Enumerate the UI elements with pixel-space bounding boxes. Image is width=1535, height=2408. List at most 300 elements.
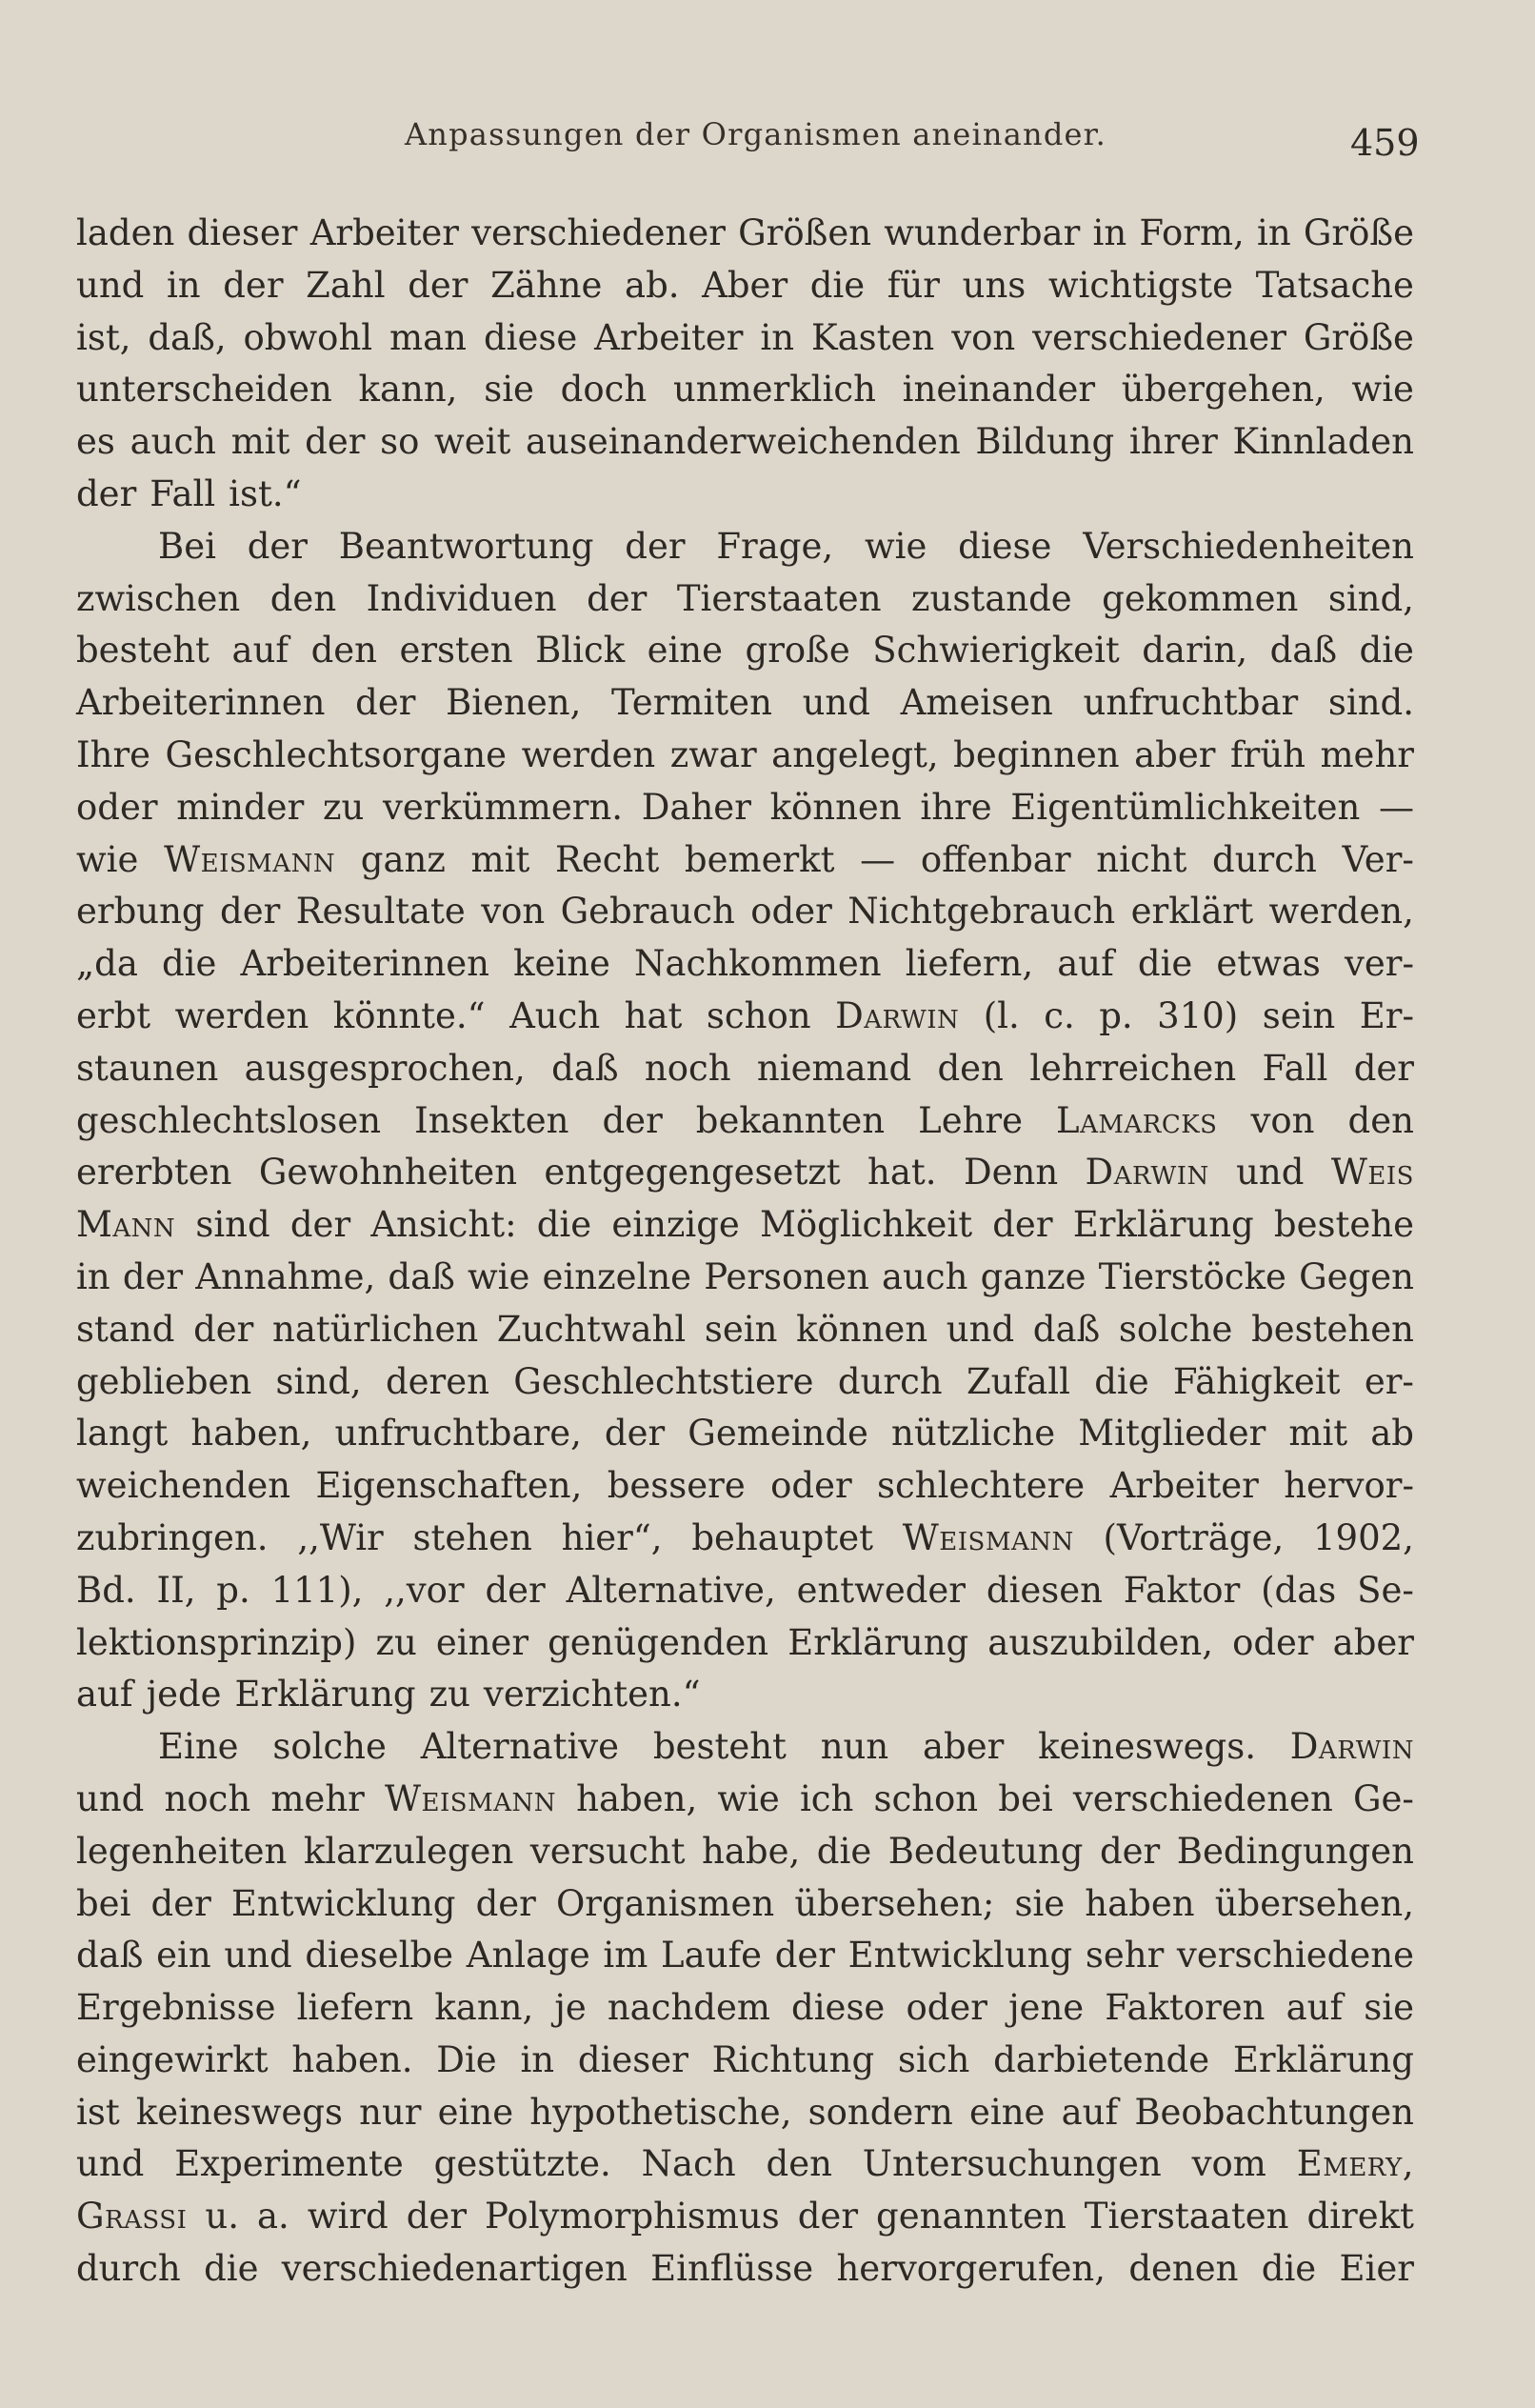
word: einer: [435, 1621, 529, 1663]
word: einzelne: [542, 1255, 692, 1297]
word: von: [481, 891, 546, 933]
word: gestützte.: [433, 2143, 611, 2185]
word: Insekten: [414, 1099, 569, 1141]
word: Organismen: [555, 1882, 775, 1924]
word: übersehen;: [794, 1882, 995, 1924]
word: übersehen,: [1214, 1882, 1414, 1924]
word: der: [1099, 1830, 1161, 1872]
word: jede: [146, 1674, 222, 1716]
word: Grassi: [76, 2196, 188, 2237]
word: Mann: [76, 1204, 176, 1246]
word: weit: [434, 421, 511, 463]
word: Er-: [1359, 994, 1414, 1036]
word: Größe: [1303, 212, 1414, 253]
text-line: [76, 1147, 1414, 1199]
word: den: [310, 630, 377, 672]
word: in: [76, 1255, 110, 1297]
word: Personen: [704, 1255, 869, 1297]
text-line: [76, 2035, 1414, 2087]
word: Gemeinde: [688, 1413, 868, 1455]
word: ganze: [980, 1255, 1086, 1297]
word: Annahme,: [195, 1255, 376, 1297]
word: daß: [1269, 630, 1338, 672]
word: Bildung: [975, 421, 1115, 463]
word: stand: [76, 1308, 175, 1350]
text-line: [76, 1930, 1414, 1982]
text-line: [76, 938, 1414, 991]
word: aber: [1332, 1621, 1414, 1663]
word: Ansicht:: [370, 1204, 517, 1246]
word: sehr: [1085, 1935, 1165, 1977]
word: ,,Wir: [297, 1516, 384, 1558]
word: oder: [750, 891, 832, 933]
word: der: [406, 2196, 468, 2237]
text-line: [76, 208, 1414, 260]
word: Auch: [509, 994, 601, 1036]
word: Frage,: [716, 525, 834, 567]
word: und: [802, 682, 870, 724]
word: niemand: [756, 1047, 912, 1089]
word: stehen: [412, 1516, 532, 1558]
word: staunen: [76, 1047, 219, 1089]
word: Eigentümlichkeiten: [1010, 786, 1361, 828]
word: im: [603, 1935, 648, 1977]
text-line: [76, 2191, 1414, 2243]
word: zustande: [911, 577, 1072, 619]
word: Lehre: [918, 1099, 1024, 1141]
word: p.: [1099, 994, 1133, 1036]
word: ab.: [625, 264, 680, 306]
word: haben,: [190, 1413, 312, 1455]
word: Verschiedenheiten: [1083, 525, 1414, 567]
word: 111),: [270, 1569, 364, 1611]
word: a.: [256, 2196, 289, 2237]
word: Recht: [555, 838, 660, 880]
word: der: [223, 264, 284, 306]
word: solche: [272, 1726, 387, 1768]
word: durch: [1212, 838, 1317, 880]
word: Resultate: [295, 891, 466, 933]
word: unterscheiden: [76, 369, 332, 411]
word: Individuen: [366, 577, 557, 619]
word: Darwin: [835, 994, 960, 1036]
word: der: [604, 1413, 666, 1455]
word: keineswegs.: [1038, 1726, 1256, 1768]
word: liefern: [296, 1987, 414, 2029]
word: angelegt,: [771, 733, 939, 775]
word: u.: [205, 2196, 239, 2237]
word: die: [1261, 2248, 1317, 2290]
word: zwar: [669, 733, 757, 775]
word: nachdem: [607, 1987, 770, 2029]
word: daß: [1032, 1308, 1101, 1350]
word: den: [1347, 1099, 1414, 1141]
word: versucht: [529, 1830, 686, 1872]
word: solche: [1118, 1308, 1233, 1350]
word: für: [887, 264, 940, 306]
word: —: [860, 838, 896, 880]
word: eine: [968, 2091, 1046, 2133]
word: der: [475, 1882, 536, 1924]
word: entgegengesetzt: [544, 1152, 841, 1194]
word: verschiedenen: [1072, 1777, 1333, 1819]
word: schlechtere: [877, 1465, 1086, 1507]
word: mit: [470, 838, 530, 880]
word: Zufall: [966, 1360, 1070, 1402]
word: oder: [770, 1465, 852, 1507]
text-line: [76, 1513, 1414, 1565]
text-line: [76, 416, 1414, 469]
word: können: [769, 786, 902, 828]
word: und: [76, 2143, 145, 2185]
text-line: [76, 1356, 1414, 1409]
text-line: [76, 886, 1414, 938]
word: legenheiten: [76, 1830, 288, 1872]
word: wird: [307, 2196, 389, 2237]
word: eingewirkt: [76, 2038, 269, 2080]
word: verschiedene: [1176, 1935, 1414, 1977]
word: aber: [922, 1726, 1005, 1768]
word: mehr: [1320, 733, 1414, 775]
word: Zuchtwahl: [496, 1308, 687, 1350]
word: Richtung: [711, 2038, 875, 2080]
word: diesen: [986, 1569, 1103, 1611]
word: große: [745, 630, 850, 672]
text-line: [76, 625, 1414, 677]
text-line: [76, 2138, 1414, 2191]
word: wunderbar: [884, 212, 1081, 253]
word: der: [150, 1882, 211, 1924]
word: auch: [130, 421, 217, 463]
text-line: [76, 1878, 1414, 1931]
word: natürlichen: [272, 1308, 479, 1350]
word: Experimente: [174, 2143, 404, 2185]
word: Arbeiterinnen: [240, 943, 489, 985]
word: Erklärung: [1232, 2038, 1414, 2080]
word: ein: [156, 1935, 211, 1977]
word: der: [122, 1255, 184, 1297]
word: bestehen: [1251, 1308, 1414, 1350]
word: ererbten: [76, 1152, 232, 1194]
word: schon: [873, 1777, 979, 1819]
word: Erklärung: [1072, 1204, 1254, 1246]
text-line: [76, 364, 1414, 416]
word: lehrreichen: [1029, 1047, 1237, 1089]
word: ist.“: [229, 472, 302, 514]
word: auseinanderweichenden: [526, 421, 961, 463]
word: Arbeiter: [309, 212, 459, 253]
word: man: [389, 316, 468, 358]
word: beginnen: [953, 733, 1120, 775]
word: sondern: [807, 2091, 953, 2133]
word: dieselbe: [305, 1935, 454, 1977]
word: wichtigste: [1047, 264, 1234, 306]
word: unmerklich: [672, 369, 876, 411]
word: in: [760, 316, 795, 358]
word: c.: [1044, 994, 1075, 1036]
word: werden: [521, 733, 656, 775]
word: Form,: [1139, 212, 1245, 253]
word: bessere: [607, 1465, 746, 1507]
word: minder: [176, 786, 305, 828]
word: bei: [76, 1882, 131, 1924]
word: auf: [1061, 2091, 1119, 2133]
word: Termiten: [611, 682, 772, 724]
text-line: [76, 1774, 1414, 1826]
word: verschiedener: [471, 212, 726, 253]
word: Denn: [963, 1152, 1059, 1194]
word: Gebrauch: [560, 891, 735, 933]
word: Tierstöcke: [1098, 1255, 1286, 1297]
word: darbietende: [993, 2038, 1210, 2080]
word: den: [766, 2143, 832, 2185]
word: haben,: [576, 1777, 698, 1819]
word: Anlage: [466, 1935, 590, 1977]
word: diese: [483, 316, 578, 358]
word: hervor-: [1284, 1465, 1414, 1507]
word: Fall: [150, 472, 216, 514]
word: nützliche: [891, 1413, 1056, 1455]
text-line: [76, 1199, 1414, 1252]
word: auch: [881, 1255, 968, 1297]
word: der: [305, 421, 366, 463]
word: der: [485, 1569, 546, 1611]
word: aber: [1134, 733, 1216, 775]
word: Blick: [535, 630, 626, 672]
word: zu: [322, 786, 365, 828]
word: die: [1359, 630, 1414, 672]
page-number: 459: [1350, 122, 1420, 164]
word: Größen: [738, 212, 872, 253]
word: Weismann: [164, 838, 336, 880]
word: bemerkt: [684, 838, 835, 880]
text-line: [76, 991, 1414, 1043]
word: erbt: [76, 994, 151, 1036]
word: Laufe: [661, 1935, 763, 1977]
word: Bedingungen: [1176, 1830, 1414, 1872]
word: er-: [1364, 1360, 1414, 1402]
word: Darwin: [1085, 1152, 1209, 1194]
text-line: [76, 469, 1414, 521]
word: Ge-: [1352, 1777, 1414, 1819]
word: diese: [958, 525, 1052, 567]
word: hervorgerufen,: [836, 2248, 1106, 2290]
word: gekommen: [1102, 577, 1299, 619]
word: werden,: [1268, 891, 1414, 933]
word: Gewohnheiten: [258, 1152, 518, 1194]
word: doch: [560, 369, 648, 411]
word: die: [536, 1204, 592, 1246]
word: oder: [906, 1987, 987, 2029]
word: sie: [484, 369, 534, 411]
word: besteht: [76, 630, 210, 672]
word: in: [520, 2038, 555, 2080]
word: sie: [1364, 1987, 1414, 2029]
word: die: [204, 2248, 259, 2290]
word: uns: [962, 264, 1027, 306]
word: Erklärung: [787, 1621, 969, 1663]
word: sie: [1014, 1882, 1066, 1924]
word: hat: [624, 994, 683, 1036]
word: ,,vor: [384, 1569, 465, 1611]
word: Ergebnisse: [76, 1987, 276, 2029]
word: Arbeiter: [594, 316, 744, 358]
word: Faktor: [1123, 1569, 1241, 1611]
word: Fähigkeit: [1172, 1360, 1341, 1402]
word: Entwicklung: [230, 1882, 456, 1924]
word: Ameisen: [900, 682, 1053, 724]
word: wie: [864, 525, 927, 567]
word: ich: [799, 1777, 854, 1819]
word: offenbar: [920, 838, 1071, 880]
word: Bd.: [76, 1569, 136, 1611]
word: oder: [1232, 1621, 1314, 1663]
word: Beantwortung: [338, 525, 594, 567]
word: mit: [1288, 1413, 1348, 1455]
text-line: [76, 1617, 1414, 1670]
word: weichenden: [76, 1465, 291, 1507]
word: keine: [513, 943, 610, 985]
word: sind: [195, 1204, 270, 1246]
word: Einflüsse: [650, 2248, 814, 2290]
word: Kasten: [810, 316, 935, 358]
word: ausgesprochen,: [244, 1047, 526, 1089]
word: durch: [837, 1360, 943, 1402]
text-line: [76, 1669, 1414, 1721]
word: ganz: [360, 838, 446, 880]
text-line: [76, 2243, 1414, 2296]
word: nun: [820, 1726, 889, 1768]
word: können: [796, 1308, 928, 1350]
word: Bienen,: [446, 682, 582, 724]
word: Ver-: [1342, 838, 1414, 880]
word: schon: [706, 994, 811, 1036]
word: auszubilden,: [987, 1621, 1214, 1663]
word: daß: [388, 1255, 455, 1297]
word: jene: [1008, 1987, 1085, 2029]
word: Bei: [158, 525, 216, 567]
word: vom: [1191, 2143, 1266, 2185]
word: diese: [791, 1987, 886, 2029]
word: kann,: [358, 369, 458, 411]
word: der: [76, 472, 137, 514]
word: werden: [174, 994, 309, 1036]
word: Nichtgebrauch: [847, 891, 1116, 933]
word: Weismann: [385, 1777, 556, 1819]
word: verschiedenartigen: [281, 2248, 628, 2290]
word: Alternative: [420, 1726, 620, 1768]
running-title: Anpassungen der Organismen aneinander.: [405, 116, 1106, 152]
word: hypothetische,: [529, 2091, 792, 2133]
word: Weis: [1330, 1152, 1414, 1194]
word: verschiedener: [1032, 316, 1286, 358]
word: eine: [647, 630, 724, 672]
word: keineswegs: [135, 2091, 343, 2133]
word: nicht: [1096, 838, 1187, 880]
word: die: [809, 264, 866, 306]
word: bekannten: [695, 1099, 886, 1141]
word: zu: [375, 1621, 417, 1663]
word: liefern,: [905, 943, 1034, 985]
word: sind,: [1327, 577, 1414, 619]
word: langt: [76, 1413, 169, 1455]
word: etwas: [1216, 943, 1321, 985]
text-line: [76, 782, 1414, 834]
word: Mitglieder: [1078, 1413, 1266, 1455]
word: zwischen: [76, 577, 241, 619]
word: darin,: [1142, 630, 1248, 672]
word: II,: [156, 1569, 196, 1611]
text-line: [76, 1304, 1414, 1356]
text-line: [76, 834, 1414, 887]
word: so: [380, 421, 420, 463]
word: daß: [76, 1935, 144, 1977]
word: 310): [1157, 994, 1239, 1036]
word: in: [166, 264, 201, 306]
word: Tierstaaten: [1084, 2196, 1289, 2237]
word: Eigenschaften,: [315, 1465, 583, 1507]
word: entweder: [796, 1569, 966, 1611]
word: daß: [551, 1047, 619, 1089]
text-line: [76, 1252, 1414, 1304]
word: es: [76, 421, 115, 463]
word: ihrer: [1128, 421, 1218, 463]
text-line: [76, 1460, 1414, 1513]
word: besteht: [652, 1726, 787, 1768]
word: direkt: [1306, 2196, 1414, 2237]
word: in: [1092, 212, 1127, 253]
word: ab: [1370, 1413, 1414, 1455]
text-line: [76, 677, 1414, 730]
word: die: [1137, 943, 1193, 985]
word: Entwicklung: [847, 1935, 1073, 1977]
word: haben: [1085, 1882, 1195, 1924]
word: sich: [897, 2038, 970, 2080]
word: Geschlechtsorgane: [165, 733, 508, 775]
word: der: [193, 1308, 254, 1350]
word: dieser: [187, 212, 298, 253]
word: Zähne: [490, 264, 603, 306]
word: verkümmern.: [382, 786, 624, 828]
word: und: [76, 264, 145, 306]
word: der: [992, 1204, 1053, 1246]
word: Erklärung: [234, 1674, 416, 1716]
word: Größe: [1303, 316, 1414, 358]
word: oder: [76, 786, 158, 828]
word: Polymorphismus: [485, 2196, 780, 2237]
word: ineinander: [902, 369, 1096, 411]
word: ersten: [399, 630, 513, 672]
text-line: [76, 1982, 1414, 2035]
word: wie: [1351, 369, 1414, 411]
text-line: [76, 521, 1414, 573]
word: Nachkommen: [634, 943, 882, 985]
word: Arbeiterinnen: [76, 682, 326, 724]
word: unfruchtbar: [1083, 682, 1299, 724]
word: erklärt: [1130, 891, 1254, 933]
word: unfruchtbare,: [334, 1413, 582, 1455]
word: der: [797, 2196, 859, 2237]
word: habe,: [702, 1830, 801, 1872]
text-line: [76, 1826, 1414, 1878]
word: kann,: [434, 1987, 534, 2029]
word: ist: [76, 2091, 120, 2133]
word: übergehen,: [1121, 369, 1326, 411]
word: die: [1094, 1360, 1149, 1402]
body-text: [76, 208, 1414, 2296]
word: den: [937, 1047, 1004, 1089]
word: p.: [216, 1569, 250, 1611]
